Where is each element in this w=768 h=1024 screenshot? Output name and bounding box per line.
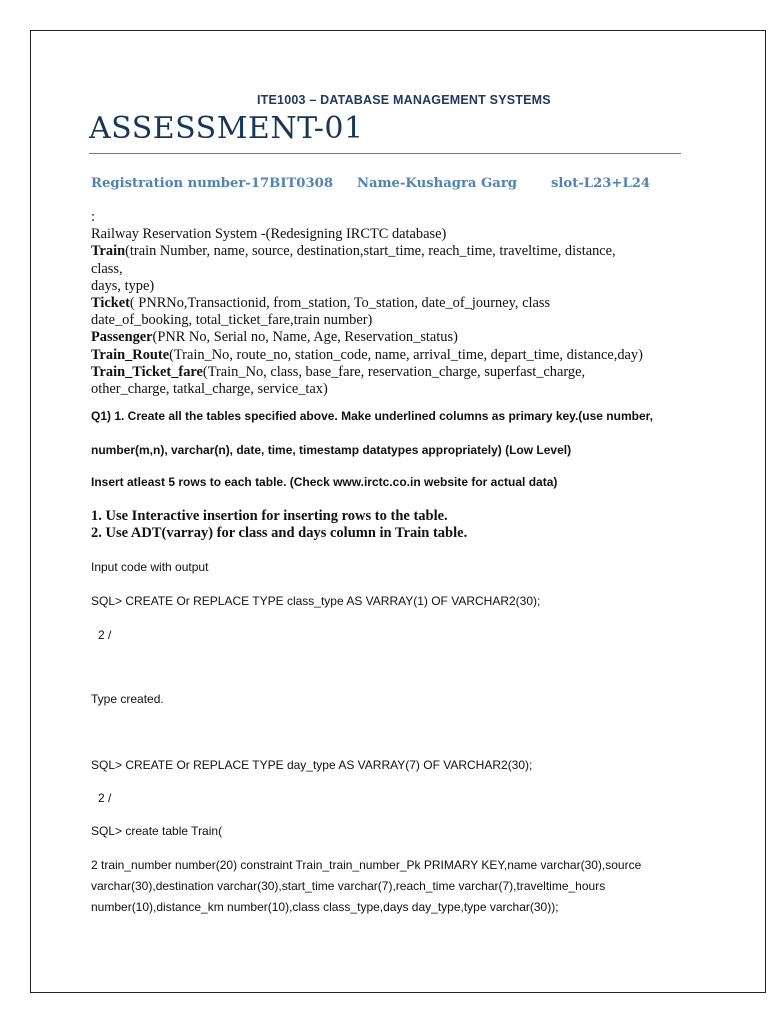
sql-create-table-train: SQL> create table Train( (91, 824, 223, 838)
fare-table-name: Train_Ticket_fare (91, 363, 203, 380)
train-columns: (train Number, name, source, destination,start_time, reach_time, traveltime, distance, (125, 243, 616, 260)
passenger-table-name: Passenger (91, 329, 153, 346)
fare-schema-cont: other_charge, tatkal_charge, service_tax) (91, 381, 328, 398)
train-schema-cont: class, (91, 260, 123, 277)
course-heading: ITE1003 – DATABASE MANAGEMENT SYSTEMS (257, 93, 551, 107)
assessment-title: ASSESSMENT-01 (89, 111, 364, 146)
route-columns: (Train_No, route_no, station_code, name, arrival_time, depart_time, distance,day) (169, 346, 643, 363)
passenger-columns: (PNR No, Serial no, Name, Age, Reservation_status) (152, 329, 458, 346)
ticket-schema-cont: date_of_booking, total_ticket_fare,train number) (91, 312, 373, 329)
insert-instruction: Insert atleast 5 rows to each table. (Check www.irctc.co.in website for actual data) (91, 475, 558, 489)
fare-schema (91, 364, 691, 381)
sql-train-columns: 2 train_number number(20) constraint Train_train_number_Pk PRIMARY KEY,name varchar(30),source varchar(30),destination varchar(30),start_time varchar(7),reach_time varchar(7),traveltime_hours number(10),distance_km number(10),class class_type,days day_type,type varchar(30)); (91, 858, 642, 914)
document-page (30, 30, 766, 993)
colon-line: : (91, 209, 95, 225)
ticket-table-name: Ticket (91, 295, 130, 312)
slot-info: slot-L23+L24 (551, 176, 651, 191)
fare-columns: (Train_No, class, base_fare, reservation_charge, superfast_charge, (202, 363, 586, 380)
sql-continuation-1: 2 / (98, 628, 112, 642)
passenger-schema (91, 329, 691, 346)
sql-continuation-2: 2 / (98, 791, 112, 805)
system-title: Railway Reservation System -(Redesigning IRCTC database) (91, 226, 447, 243)
ticket-schema (91, 295, 691, 312)
question-line-1: Q1) 1. Create all the tables specified above. Make underlined columns as primary key.(use number, (91, 409, 653, 423)
train-schema-cont2: days, type) (91, 277, 155, 294)
schema-description (91, 209, 691, 398)
title-underline (89, 153, 681, 154)
step-1: 1. Use Interactive insertion for inserting rows to the table. (91, 508, 448, 524)
type-created-result: Type created. (91, 692, 164, 706)
sql-create-day-type: SQL> CREATE Or REPLACE TYPE day_type AS VARRAY(7) OF VARCHAR2(30); (91, 758, 533, 772)
route-table-name: Train_Route (91, 346, 170, 363)
train-schema (91, 243, 691, 260)
question-line-2: number(m,n), varchar(n), date, time, timestamp datatypes appropriately) (Low Level) (91, 443, 572, 457)
code-intro: Input code with output (91, 560, 209, 574)
ticket-columns: ( PNRNo,Transactionid, from_station, To_station, date_of_journey, class (129, 295, 551, 312)
train-table-name: Train (91, 243, 126, 260)
step-2: 2. Use ADT(varray) for class and days column in Train table. (91, 525, 468, 541)
sql-create-class-type: SQL> CREATE Or REPLACE TYPE class_type AS VARRAY(1) OF VARCHAR2(30); (91, 594, 541, 608)
route-schema (91, 347, 691, 364)
student-name: Name-Kushagra Garg (357, 176, 518, 191)
registration-number: Registration number-17BIT0308 (91, 176, 334, 191)
